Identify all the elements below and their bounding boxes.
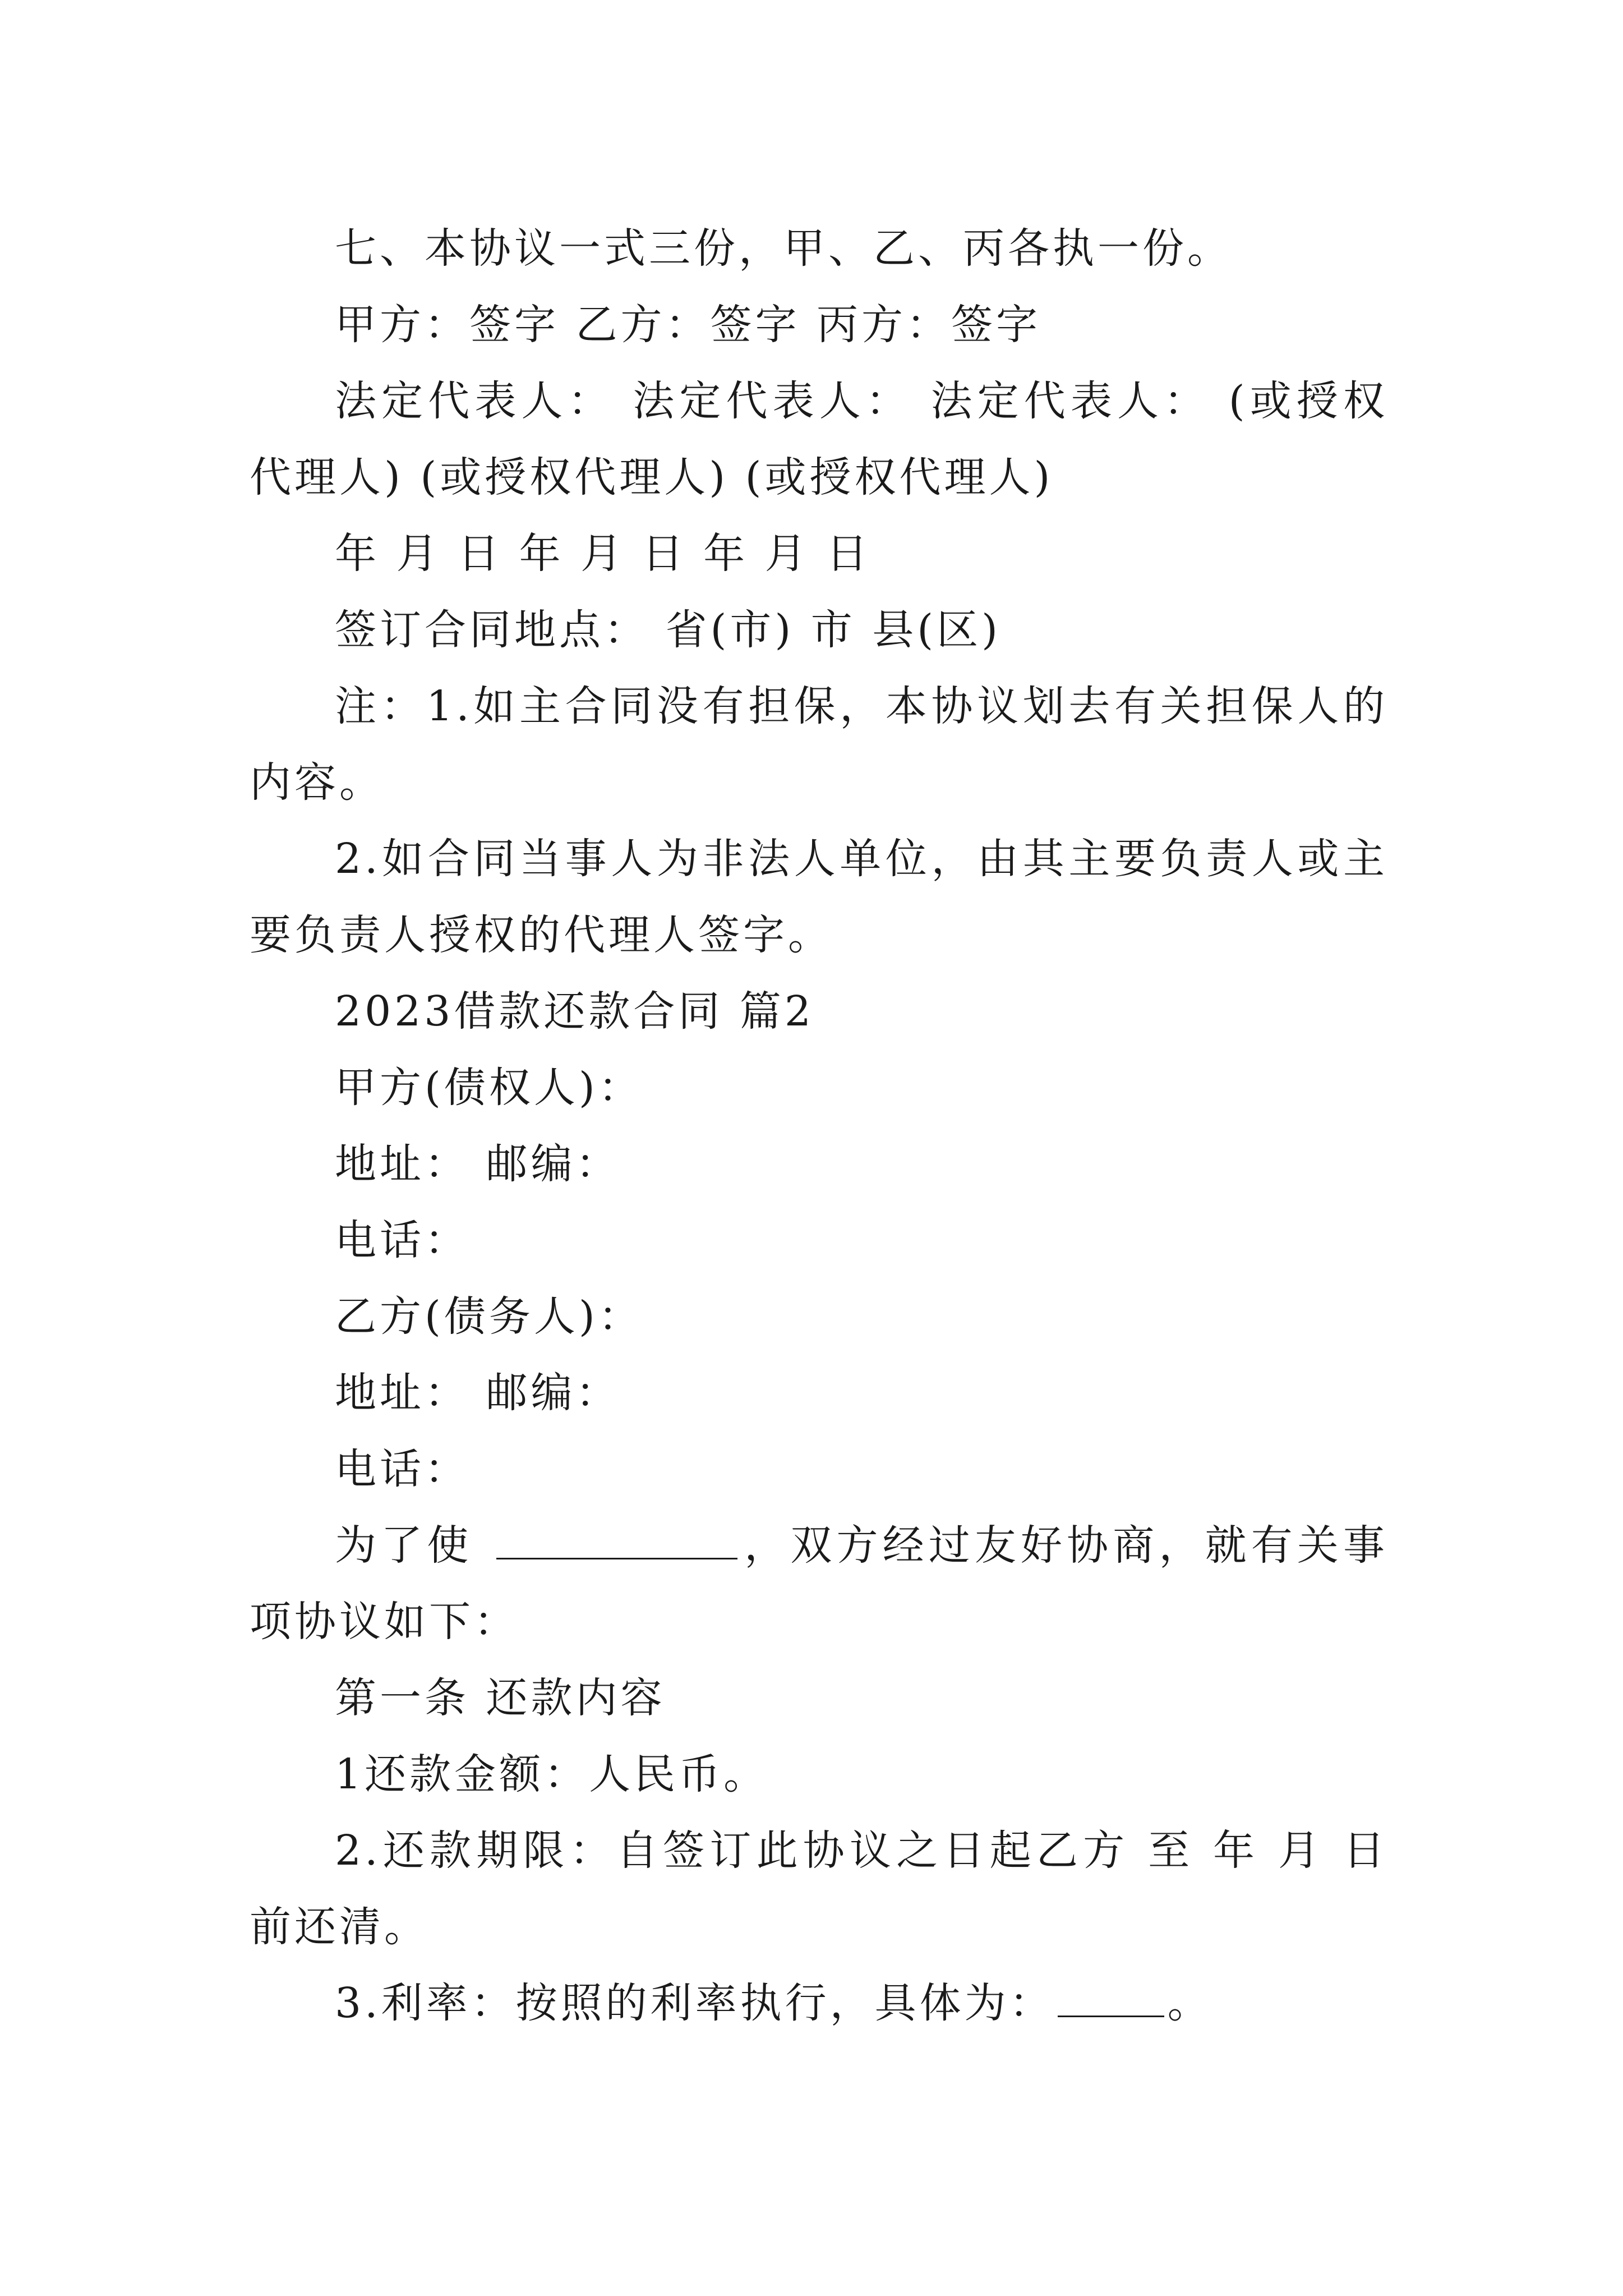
clause-copies: 七、本协议一式三份，甲、乙、丙各执一份。 xyxy=(335,224,1232,273)
item-term: 2.还款期限：自签订此协议之日起乙方 至 年 月 日前还清。 xyxy=(250,1826,1388,1951)
signature-line: 甲方：签字 乙方：签字 丙方：签字 xyxy=(335,301,1041,349)
document-body xyxy=(250,210,1388,2041)
date-line: 年 月 日 年 月 日 年 月 日 xyxy=(335,530,872,578)
note-1: 注：1.如主合同没有担保，本协议划去有关担保人的内容。 xyxy=(250,682,1388,807)
rate-text-after: 。 xyxy=(1167,1979,1212,2027)
item-amount: 1还款金额：人民币。 xyxy=(335,1750,769,1798)
party-a-label: 甲方(债权人)： xyxy=(335,1064,643,1112)
party-b-label: 乙方(债务人)： xyxy=(335,1292,643,1341)
signing-place-line: 签订合同地点： 省(市) 市 县(区) xyxy=(335,606,1002,654)
purpose-blank xyxy=(496,1519,737,1559)
purpose-text-before: 为了使 xyxy=(335,1521,491,1570)
purpose-clause xyxy=(250,1507,1388,1660)
contract-heading: 2023借款还款合同 篇2 xyxy=(335,987,814,1036)
party-b-phone: 电话： xyxy=(335,1445,469,1493)
rate-text-before: 3.利率：按照的利率执行，具体为： xyxy=(335,1979,1054,2027)
party-b-address: 地址： 邮编： xyxy=(335,1369,621,1417)
article-title: 第一条 还款内容 xyxy=(335,1674,666,1722)
item-rate xyxy=(250,1965,1388,2041)
party-a-phone: 电话： xyxy=(335,1216,469,1264)
party-a-address: 地址： 邮编： xyxy=(335,1140,621,1188)
rate-blank xyxy=(1058,1976,1164,2017)
note-2: 2.如合同当事人为非法人单位，由其主要负责人或主要负责人授权的代理人签字。 xyxy=(250,835,1388,959)
legal-representative-line: 法定代表人： 法定代表人： 法定代表人： (或授权代理人) (或授权代理人) (或授权代理人) xyxy=(250,377,1388,501)
purpose-text-after: ，双方经过友好协商，就有关事项协议如下： xyxy=(250,1521,1388,1646)
